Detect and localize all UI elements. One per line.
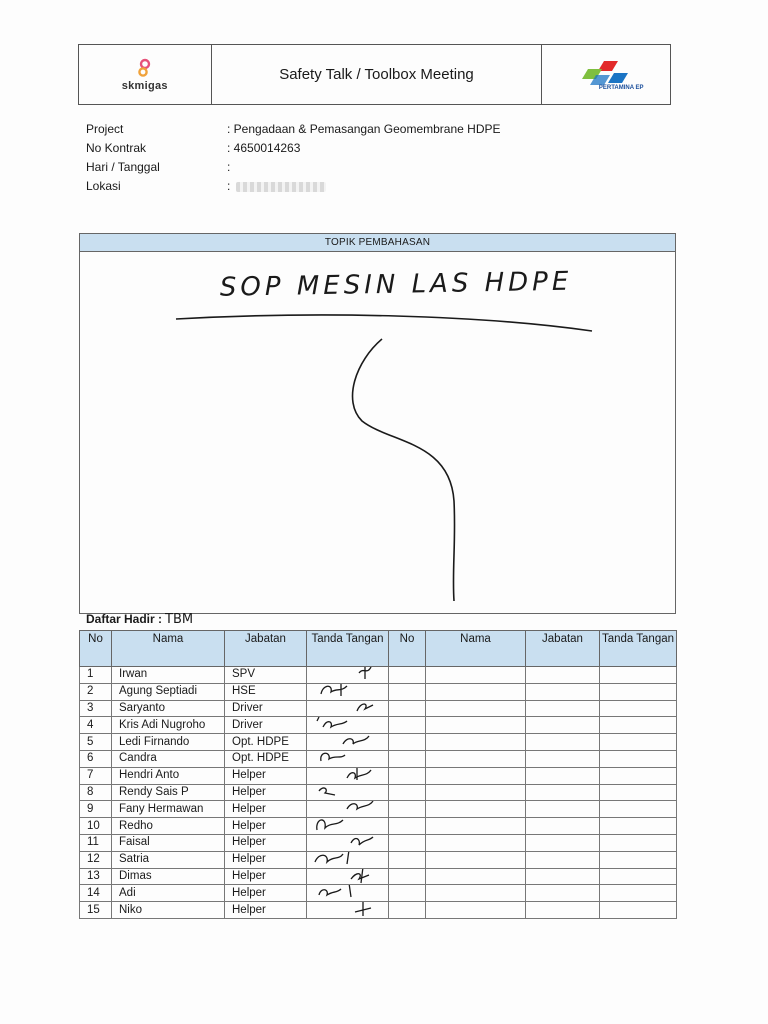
empty-cell — [389, 734, 426, 751]
info-value: : — [227, 160, 231, 174]
row-number: 8 — [80, 784, 112, 801]
empty-cell — [389, 818, 426, 835]
table-row — [80, 784, 677, 801]
info-label: Hari / Tanggal — [86, 160, 160, 174]
signature-scribble — [307, 885, 389, 902]
signature-scribble — [307, 902, 389, 919]
empty-cell — [600, 868, 677, 885]
empty-cell — [600, 683, 677, 700]
topic-box — [79, 233, 676, 614]
empty-cell — [389, 801, 426, 818]
empty-cell — [389, 834, 426, 851]
empty-cell — [426, 818, 526, 835]
info-label: Project — [86, 122, 124, 136]
attendee-position: HSE — [225, 683, 307, 700]
table-row — [80, 851, 677, 868]
empty-cell — [426, 767, 526, 784]
signature-scribble — [307, 801, 389, 818]
empty-cell — [426, 734, 526, 751]
info-value: : 4650014263 — [227, 141, 301, 155]
signature-scribble — [307, 683, 389, 700]
signature-scribble — [307, 851, 389, 868]
attendee-name: Faisal — [112, 834, 225, 851]
row-number: 10 — [80, 818, 112, 835]
info-row-project — [86, 120, 501, 139]
attendee-name: Saryanto — [112, 700, 225, 717]
attendee-signature — [307, 767, 389, 784]
info-row-date — [86, 158, 501, 177]
attendee-signature — [307, 683, 389, 700]
signature-scribble — [307, 700, 389, 717]
info-row-contract — [86, 139, 501, 158]
table-header-row — [80, 631, 677, 667]
column-header: No — [389, 631, 426, 667]
empty-cell — [526, 683, 600, 700]
column-header: Jabatan — [225, 631, 307, 667]
attendee-position: Helper — [225, 818, 307, 835]
row-number: 3 — [80, 700, 112, 717]
empty-cell — [389, 767, 426, 784]
empty-cell — [600, 885, 677, 902]
empty-cell — [526, 834, 600, 851]
empty-cell — [526, 667, 600, 684]
empty-cell — [526, 851, 600, 868]
attendee-signature — [307, 868, 389, 885]
table-row — [80, 683, 677, 700]
table-row — [80, 902, 677, 919]
column-header: Tanda Tangan — [600, 631, 677, 667]
attendee-position: Helper — [225, 851, 307, 868]
empty-cell — [600, 750, 677, 767]
attendee-name: Redho — [112, 818, 225, 835]
empty-cell — [426, 902, 526, 919]
table-row — [80, 801, 677, 818]
attendee-signature — [307, 851, 389, 868]
empty-cell — [426, 717, 526, 734]
empty-cell — [389, 784, 426, 801]
handwritten-tbm: TBM — [165, 612, 194, 627]
pertamina-logo-text: PERTAMINA EP — [598, 84, 644, 91]
info-row-location — [86, 177, 501, 196]
attendee-position: Driver — [225, 700, 307, 717]
empty-cell — [426, 667, 526, 684]
empty-cell — [600, 834, 677, 851]
attendee-signature — [307, 750, 389, 767]
pertamina-logo — [542, 45, 670, 104]
signature-scribble — [307, 734, 389, 751]
handwritten-topic — [80, 251, 675, 613]
empty-cell — [426, 885, 526, 902]
attendee-name: Adi — [112, 885, 225, 902]
row-number: 13 — [80, 868, 112, 885]
empty-cell — [426, 834, 526, 851]
handwritten-underline — [176, 315, 592, 331]
skkmigas-logo-icon — [133, 58, 157, 78]
empty-cell — [389, 667, 426, 684]
row-number: 7 — [80, 767, 112, 784]
signature-scribble — [307, 784, 389, 801]
attendee-position: Helper — [225, 885, 307, 902]
empty-cell — [600, 734, 677, 751]
empty-cell — [526, 700, 600, 717]
signature-scribble — [307, 868, 389, 885]
empty-cell — [426, 784, 526, 801]
empty-cell — [389, 717, 426, 734]
empty-cell — [600, 667, 677, 684]
empty-cell — [526, 818, 600, 835]
column-header: Nama — [112, 631, 225, 667]
column-header: Nama — [426, 631, 526, 667]
attendee-name: Dimas — [112, 868, 225, 885]
empty-cell — [426, 801, 526, 818]
attendee-name: Candra — [112, 750, 225, 767]
empty-cell — [426, 851, 526, 868]
table-row — [80, 717, 677, 734]
empty-cell — [426, 750, 526, 767]
empty-cell — [389, 868, 426, 885]
row-number: 4 — [80, 717, 112, 734]
row-number: 2 — [80, 683, 112, 700]
signature-scribble — [307, 818, 389, 835]
attendee-position: Helper — [225, 767, 307, 784]
empty-cell — [389, 885, 426, 902]
empty-cell — [426, 700, 526, 717]
empty-cell — [600, 902, 677, 919]
attendee-name: Niko — [112, 902, 225, 919]
empty-cell — [526, 801, 600, 818]
empty-cell — [526, 750, 600, 767]
attendee-name: Hendri Anto — [112, 767, 225, 784]
row-number: 11 — [80, 834, 112, 851]
attendee-name: Kris Adi Nugroho — [112, 717, 225, 734]
empty-cell — [600, 767, 677, 784]
attendee-name: Satria — [112, 851, 225, 868]
attendee-position: Opt. HDPE — [225, 734, 307, 751]
info-value: : — [227, 177, 326, 196]
attendee-position: Helper — [225, 784, 307, 801]
attendee-signature — [307, 667, 389, 684]
table-row — [80, 885, 677, 902]
attendee-signature — [307, 717, 389, 734]
attendee-name: Irwan — [112, 667, 225, 684]
empty-cell — [389, 851, 426, 868]
info-label: Lokasi — [86, 179, 121, 193]
attendee-signature — [307, 834, 389, 851]
row-number: 12 — [80, 851, 112, 868]
attendee-signature — [307, 700, 389, 717]
empty-cell — [389, 683, 426, 700]
empty-cell — [526, 868, 600, 885]
empty-cell — [600, 818, 677, 835]
attendee-name: Ledi Firnando — [112, 734, 225, 751]
table-row — [80, 767, 677, 784]
column-header: Tanda Tangan — [307, 631, 389, 667]
attendee-position: Helper — [225, 834, 307, 851]
empty-cell — [600, 851, 677, 868]
table-row — [80, 667, 677, 684]
signature-scribble — [307, 767, 389, 784]
empty-cell — [526, 734, 600, 751]
empty-cell — [526, 717, 600, 734]
attendee-signature — [307, 902, 389, 919]
attendance-label: Daftar Hadir : TBM — [86, 612, 194, 627]
attendee-position: Driver — [225, 717, 307, 734]
table-row — [80, 734, 677, 751]
handwritten-s-stroke — [353, 339, 455, 601]
empty-cell — [600, 717, 677, 734]
empty-cell — [389, 750, 426, 767]
attendee-name: Fany Hermawan — [112, 801, 225, 818]
info-label: No Kontrak — [86, 141, 147, 155]
project-info — [86, 120, 501, 196]
attendee-signature — [307, 885, 389, 902]
empty-cell — [426, 868, 526, 885]
skkmigas-logo-text: skmigas — [121, 79, 168, 92]
form-header — [78, 44, 671, 105]
signature-scribble — [307, 750, 389, 767]
handwritten-topic-text: SOP MESIN LAS HDPE — [219, 266, 573, 303]
column-header: Jabatan — [526, 631, 600, 667]
empty-cell — [526, 902, 600, 919]
attendee-position: Helper — [225, 902, 307, 919]
form-title: Safety Talk / Toolbox Meeting — [212, 45, 543, 104]
table-row — [80, 750, 677, 767]
redacted-location — [236, 182, 326, 192]
table-row — [80, 868, 677, 885]
table-row — [80, 834, 677, 851]
table-row — [80, 818, 677, 835]
column-header: No — [80, 631, 112, 667]
empty-cell — [389, 902, 426, 919]
attendance-table — [79, 630, 677, 919]
signature-scribble — [307, 717, 389, 734]
attendee-name: Agung Septiadi — [112, 683, 225, 700]
row-number: 9 — [80, 801, 112, 818]
skkmigas-logo — [79, 45, 212, 104]
attendee-position: SPV — [225, 667, 307, 684]
row-number: 14 — [80, 885, 112, 902]
row-number: 6 — [80, 750, 112, 767]
attendee-position: Opt. HDPE — [225, 750, 307, 767]
table-row — [80, 700, 677, 717]
empty-cell — [600, 784, 677, 801]
empty-cell — [600, 801, 677, 818]
empty-cell — [426, 683, 526, 700]
info-value: : Pengadaan & Pemasangan Geomembrane HDPE — [227, 122, 501, 136]
empty-cell — [389, 700, 426, 717]
attendee-name: Rendy Sais P — [112, 784, 225, 801]
row-number: 1 — [80, 667, 112, 684]
empty-cell — [526, 767, 600, 784]
attendee-signature — [307, 734, 389, 751]
signature-scribble — [307, 667, 389, 684]
empty-cell — [526, 784, 600, 801]
empty-cell — [600, 700, 677, 717]
row-number: 15 — [80, 902, 112, 919]
attendee-signature — [307, 801, 389, 818]
row-number: 5 — [80, 734, 112, 751]
signature-scribble — [307, 834, 389, 851]
attendee-position: Helper — [225, 801, 307, 818]
topic-header: TOPIK PEMBAHASAN — [80, 234, 675, 252]
attendee-signature — [307, 784, 389, 801]
attendee-signature — [307, 818, 389, 835]
empty-cell — [526, 885, 600, 902]
attendee-position: Helper — [225, 868, 307, 885]
